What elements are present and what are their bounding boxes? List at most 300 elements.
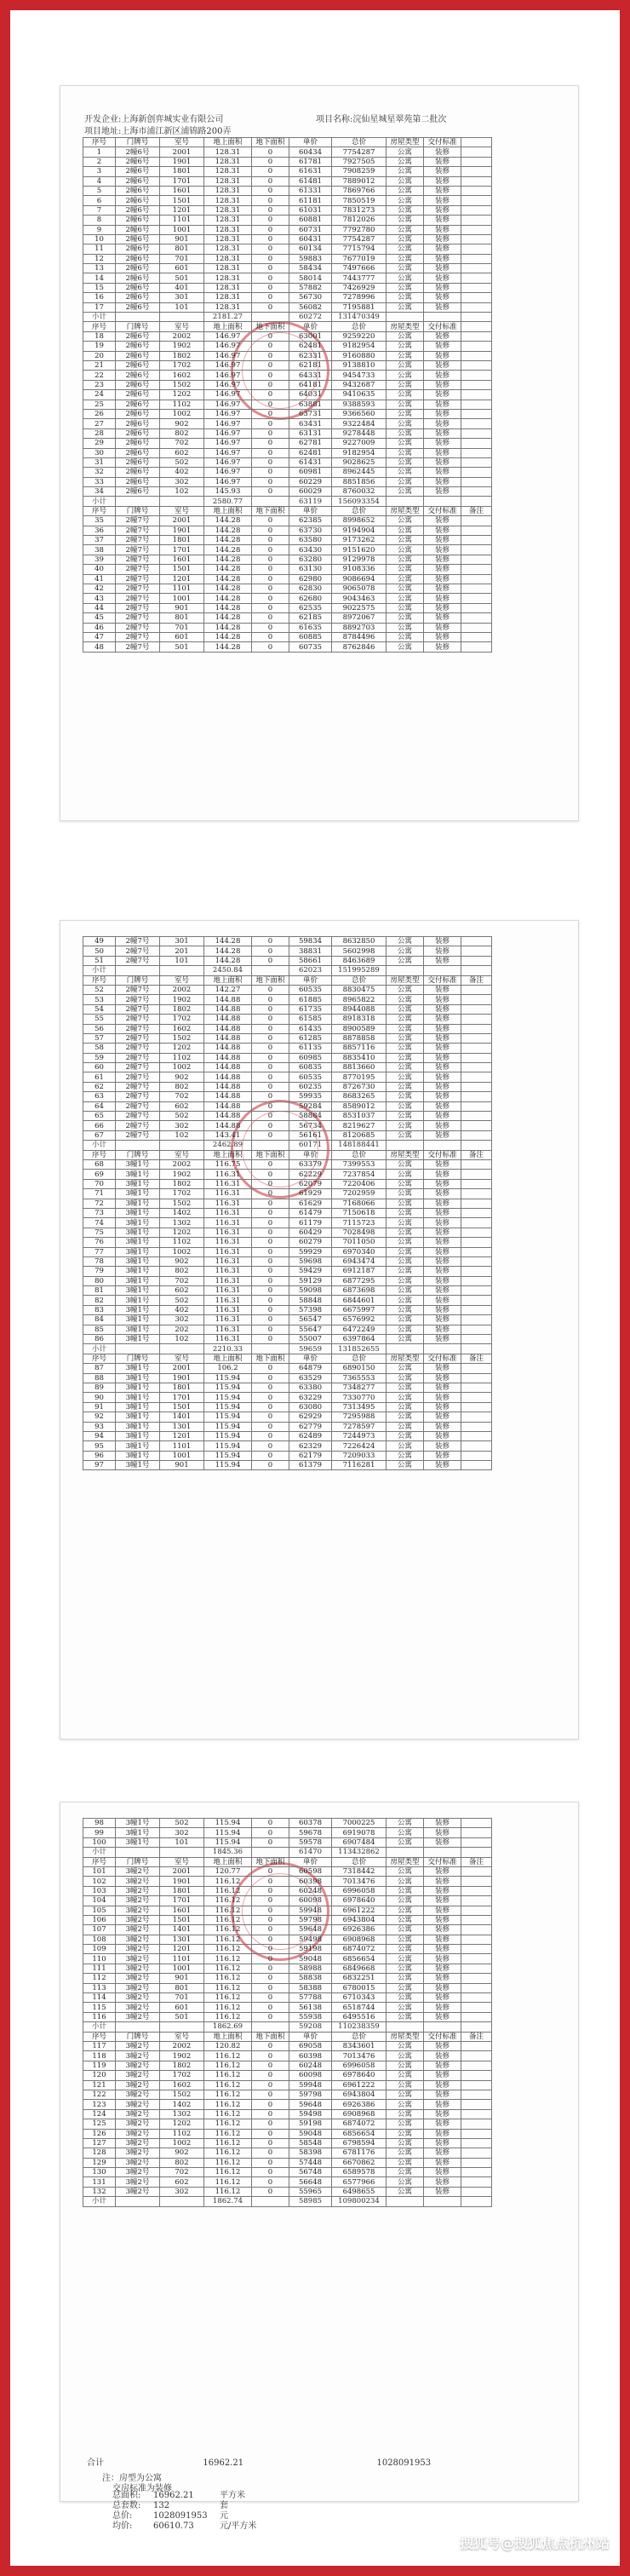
table-cell: 0 [252, 1431, 289, 1440]
table-cell: 57398 [289, 1305, 332, 1314]
table-cell: 公寓 [387, 457, 424, 467]
column-header: 序号 [83, 1857, 116, 1866]
table-cell: 公寓 [387, 1015, 424, 1024]
table-cell [461, 1063, 492, 1072]
table-cell: 公寓 [387, 400, 424, 409]
table-cell: 3幢1号 [116, 1441, 160, 1451]
table-cell: 802 [160, 1267, 204, 1276]
table-cell: 60248 [289, 2061, 332, 2070]
table-cell: 67 [83, 1130, 116, 1140]
table-cell: 公寓 [387, 937, 424, 946]
table-cell [461, 2197, 492, 2206]
table-cell: 62830 [289, 584, 332, 593]
table-row [83, 1983, 492, 1992]
table-cell: 111 [83, 1964, 116, 1973]
table-cell: 59048 [289, 2129, 332, 2138]
table-row [83, 1063, 492, 1072]
table-cell: 62331 [289, 351, 332, 360]
table-cell: 0 [252, 216, 289, 225]
table-cell: 装修 [424, 603, 461, 612]
table-cell: 8219627 [332, 1121, 387, 1130]
table-cell [461, 2168, 492, 2177]
table-cell: 9108336 [332, 565, 387, 574]
column-header [461, 322, 492, 331]
table-cell: 2幢6号 [116, 293, 160, 302]
table-cell: 装修 [424, 1945, 461, 1954]
table-cell [461, 1866, 492, 1876]
table-cell [461, 1189, 492, 1199]
table-cell: 公寓 [387, 594, 424, 603]
table-cell: 6996058 [332, 1886, 387, 1895]
table-cell: 101 [83, 1866, 116, 1876]
table-row [83, 536, 492, 545]
table-cell: 3幢1号 [116, 1451, 160, 1460]
table-cell: 116.31 [204, 1305, 252, 1314]
table-cell: 8120685 [332, 1130, 387, 1140]
table-cell: 116.12 [204, 1877, 252, 1886]
table-cell: 公寓 [387, 176, 424, 186]
table-cell: 116.12 [204, 1974, 252, 1983]
table-cell: 3 [83, 167, 116, 176]
table-cell [461, 1305, 492, 1314]
table-cell: 108 [83, 1935, 116, 1944]
table-cell: 602 [160, 2177, 204, 2187]
table-cell: 6873698 [332, 1286, 387, 1296]
table-cell: 0 [252, 2071, 289, 2080]
table-row [83, 632, 492, 641]
table-cell: 59678 [289, 1828, 332, 1837]
table-cell: 公寓 [387, 1315, 424, 1325]
table-cell: 63580 [289, 536, 332, 545]
table-cell: 60248 [289, 1886, 332, 1895]
table-cell: 2幢6号 [116, 477, 160, 486]
table-cell: 7195881 [332, 302, 387, 312]
table-row [83, 555, 492, 564]
table-cell: 1862.69 [204, 2022, 252, 2032]
table-cell [387, 313, 424, 322]
table-cell: 46 [83, 623, 116, 632]
table-row [83, 468, 492, 477]
table-cell: 1101 [160, 216, 204, 225]
column-header: 地下面积 [252, 1857, 289, 1866]
table-cell: 128.31 [204, 283, 252, 292]
table-cell: 142.27 [204, 985, 252, 994]
table-cell: 1301 [160, 1422, 204, 1431]
table-cell: 装修 [424, 1993, 461, 2003]
table-cell: 8892703 [332, 623, 387, 632]
table-cell: 2幢6号 [116, 147, 160, 157]
column-header: 备注 [461, 975, 492, 985]
table-cell: 144.88 [204, 995, 252, 1004]
table-cell: 146.97 [204, 400, 252, 409]
table-cell [461, 995, 492, 1004]
table-header-row [83, 1354, 492, 1363]
table-cell: 0 [252, 1877, 289, 1886]
table-cell: 装修 [424, 380, 461, 389]
table-row [83, 1053, 492, 1062]
table-cell: 128.31 [204, 234, 252, 244]
table-cell: 1802 [160, 2061, 204, 2070]
table-cell: 146.97 [204, 477, 252, 486]
table-cell: 59208 [289, 2022, 332, 2032]
table-cell: 装修 [424, 1964, 461, 1973]
table-cell: 0 [252, 1954, 289, 1964]
table-cell: 0 [252, 225, 289, 234]
table-cell: 1901 [160, 526, 204, 535]
table-cell: 装修 [424, 545, 461, 555]
table-cell: 56730 [289, 293, 332, 302]
table-row [83, 186, 492, 195]
table-cell: 装修 [424, 283, 461, 292]
summary-label: 总面积: [112, 2491, 141, 2500]
table-cell: 1601 [160, 1906, 204, 1915]
table-cell: 128.31 [204, 244, 252, 254]
table-cell: 装修 [424, 1170, 461, 1179]
table-row [83, 2012, 492, 2021]
table-cell: 59798 [289, 2090, 332, 2099]
table-cell: 11 [83, 244, 116, 254]
table-cell: 3幢1号 [116, 1208, 160, 1217]
table-cell: 公寓 [387, 371, 424, 380]
table-cell: 48 [83, 642, 116, 652]
table-cell: 7831273 [332, 205, 387, 215]
table-cell: 公寓 [387, 2071, 424, 2080]
table-cell: 144.28 [204, 632, 252, 641]
table-cell: 公寓 [387, 2138, 424, 2148]
table-cell: 3幢1号 [116, 1228, 160, 1237]
table-cell: 58988 [289, 1964, 332, 1973]
table-cell: 8813660 [332, 1063, 387, 1072]
table-cell: 2幢7号 [116, 526, 160, 535]
table-cell: 9043463 [332, 594, 387, 603]
table-cell [461, 2041, 492, 2050]
table-cell [252, 2022, 289, 2032]
table-header-row [83, 506, 492, 515]
table-cell: 8998652 [332, 516, 387, 526]
table-cell: 128.31 [204, 273, 252, 283]
table-cell: 9022575 [332, 603, 387, 612]
table-cell [461, 439, 492, 448]
table-cell [461, 1896, 492, 1906]
table-cell [461, 313, 492, 322]
table-row [83, 176, 492, 186]
table-cell: 116.12 [204, 2012, 252, 2021]
table-cell: 7209033 [332, 1451, 387, 1460]
table-cell: 3幢2号 [116, 2041, 160, 2050]
table-row [83, 1993, 492, 2003]
table-cell: 144.88 [204, 1082, 252, 1091]
table-cell: 2幢7号 [116, 985, 160, 994]
summary-row [112, 2491, 256, 2501]
column-header: 门牌号 [116, 975, 160, 985]
table-cell: 57882 [289, 283, 332, 292]
column-header: 备注 [461, 1857, 492, 1866]
table-cell: 1701 [160, 176, 204, 186]
table-cell [252, 1344, 289, 1354]
table-cell: 公寓 [387, 409, 424, 418]
table-cell: 3幢1号 [116, 1179, 160, 1188]
table-cell: 87 [83, 1364, 116, 1373]
table-row [83, 946, 492, 956]
table-cell [461, 457, 492, 467]
table-cell: 小计 [83, 1141, 116, 1150]
table-cell: 3幢2号 [116, 1945, 160, 1954]
table-cell: 1002 [160, 1063, 204, 1072]
table-row [83, 1373, 492, 1383]
table-cell: 公寓 [387, 1325, 424, 1334]
table-cell: 公寓 [387, 1033, 424, 1043]
table-cell: 2幢6号 [116, 331, 160, 341]
table-cell: 7150618 [332, 1208, 387, 1217]
table-cell: 144.88 [204, 1092, 252, 1101]
table-cell: 144.88 [204, 1044, 252, 1053]
table-row [83, 1364, 492, 1373]
table-cell: 1802 [160, 1179, 204, 1188]
table-cell: 0 [252, 390, 289, 400]
table-cell: 6926386 [332, 1925, 387, 1935]
table-cell: 公寓 [387, 1915, 424, 1924]
table-cell: 60598 [289, 1866, 332, 1876]
table-cell: 7812026 [332, 216, 387, 225]
table-cell: 装修 [424, 1101, 461, 1111]
table-cell: 6907484 [332, 1837, 387, 1847]
table-cell [160, 1848, 204, 1857]
table-cell: 0 [252, 545, 289, 555]
table-cell: 144.28 [204, 642, 252, 652]
table-cell: 58838 [289, 1974, 332, 1983]
column-header: 房屋类型 [387, 1857, 424, 1866]
table-row [83, 2109, 492, 2119]
table-cell: 2幢6号 [116, 457, 160, 467]
table-cell: 64879 [289, 1364, 332, 1373]
table-cell: 0 [252, 1267, 289, 1276]
table-cell: 116.12 [204, 2003, 252, 2012]
table-cell: 59098 [289, 1286, 332, 1296]
table-cell: 60434 [289, 147, 332, 157]
summary-value: 132 [153, 2501, 170, 2510]
table-cell: 601 [160, 264, 204, 273]
table-cell [461, 966, 492, 975]
table-cell: 0 [252, 1170, 289, 1179]
table-cell: 2幢6号 [116, 428, 160, 438]
grand-total-label: 合计 [87, 2458, 104, 2468]
table-cell: 128.31 [204, 254, 252, 263]
table-row [83, 1033, 492, 1043]
table-cell [387, 2022, 424, 2032]
table-cell: 2幢7号 [116, 1015, 160, 1024]
table-row [83, 1179, 492, 1188]
table-cell: 0 [252, 157, 289, 166]
table-cell: 2幢7号 [116, 956, 160, 965]
document-sheet-1 [60, 85, 579, 821]
table-cell [461, 400, 492, 409]
column-header: 地上面积 [204, 1150, 252, 1159]
table-cell: 63431 [289, 419, 332, 428]
table-cell [461, 642, 492, 652]
table-cell: 60 [83, 1063, 116, 1072]
table-cell: 3幢1号 [116, 1218, 160, 1228]
table-cell: 63529 [289, 1373, 332, 1383]
table-cell: 65 [83, 1112, 116, 1121]
table-cell: 公寓 [387, 1305, 424, 1314]
table-cell [461, 1848, 492, 1857]
table-cell: 0 [252, 264, 289, 273]
table-cell: 装修 [424, 2187, 461, 2196]
table-cell: 装修 [424, 1267, 461, 1276]
table-cell: 6856654 [332, 2129, 387, 2138]
table-cell: 公寓 [387, 1402, 424, 1412]
table-cell: 60229 [289, 477, 332, 486]
summary-row [112, 2501, 256, 2511]
table-cell: 92 [83, 1412, 116, 1422]
table-cell: 2 [83, 157, 116, 166]
table-cell: 15 [83, 283, 116, 292]
table-cell: 公寓 [387, 603, 424, 612]
table-cell: 702 [160, 1276, 204, 1285]
table-cell: 9086694 [332, 574, 387, 584]
table-cell: 8632850 [332, 937, 387, 946]
table-cell [252, 313, 289, 322]
table-cell: 0 [252, 1286, 289, 1296]
table-cell: 50 [83, 946, 116, 956]
table-cell: 2002 [160, 985, 204, 994]
table-cell: 60885 [289, 632, 332, 641]
table-cell: 1402 [160, 1208, 204, 1217]
table-cell: 小计 [83, 2197, 116, 2206]
table-cell: 0 [252, 176, 289, 186]
table-cell: 6675997 [332, 1305, 387, 1314]
table-cell: 7028498 [332, 1228, 387, 1237]
table-cell: 90 [83, 1393, 116, 1402]
table-cell: 3幢2号 [116, 2003, 160, 2012]
table-cell: 2580.77 [204, 497, 252, 506]
table-cell: 57448 [289, 2158, 332, 2167]
table-cell: 62185 [289, 613, 332, 623]
table-cell: 116.12 [204, 2090, 252, 2099]
table-cell: 1201 [160, 1431, 204, 1440]
table-cell: 2幢6号 [116, 167, 160, 176]
column-header: 地上面积 [204, 138, 252, 147]
table-cell: 公寓 [387, 254, 424, 263]
table-cell: 0 [252, 1276, 289, 1285]
table-cell: 装修 [424, 244, 461, 254]
table-cell [461, 632, 492, 641]
table-cell: 144.88 [204, 1015, 252, 1024]
table-cell: 装修 [424, 428, 461, 438]
table-cell: 30 [83, 448, 116, 457]
table-cell: 0 [252, 2051, 289, 2061]
table-cell: 1002 [160, 1247, 204, 1256]
table-cell [461, 555, 492, 564]
table-cell: 3幢2号 [116, 1983, 160, 1992]
table-cell: 2幢6号 [116, 468, 160, 477]
table-cell: 79 [83, 1267, 116, 1276]
table-row [83, 526, 492, 535]
table-cell: 115.94 [204, 1451, 252, 1460]
table-row [83, 360, 492, 370]
table-cell: 装修 [424, 1112, 461, 1121]
table-cell: 113432862 [332, 1848, 387, 1857]
table-cell: 60235 [289, 1082, 332, 1091]
column-header: 单价 [289, 322, 332, 331]
table-cell: 0 [252, 360, 289, 370]
table-cell [461, 1315, 492, 1325]
table-cell: 2幢7号 [116, 545, 160, 555]
table-cell: 115.94 [204, 1422, 252, 1431]
table-cell: 1202 [160, 2119, 204, 2129]
table-cell: 116.31 [204, 1335, 252, 1344]
table-cell [461, 331, 492, 341]
table-cell: 公寓 [387, 613, 424, 623]
table-cell [461, 283, 492, 292]
table-cell: 公寓 [387, 1004, 424, 1014]
table-cell [461, 254, 492, 263]
table-cell: 装修 [424, 1819, 461, 1828]
table-cell [461, 1004, 492, 1014]
table-cell: 64031 [289, 390, 332, 400]
table-cell: 116.12 [204, 1945, 252, 1954]
document-sheet-2 [60, 920, 579, 1739]
table-cell: 119 [83, 2061, 116, 2070]
column-header: 单价 [289, 138, 332, 147]
table-cell: 装修 [424, 1024, 461, 1033]
table-cell: 146.97 [204, 351, 252, 360]
table-cell: 装修 [424, 1004, 461, 1014]
table-cell: 2001 [160, 147, 204, 157]
table-cell: 62481 [289, 448, 332, 457]
table-cell: 110238359 [332, 2022, 387, 2032]
table-cell: 1802 [160, 351, 204, 360]
table-cell: 2幢6号 [116, 409, 160, 418]
summary-row [112, 2511, 256, 2521]
table-cell: 装修 [424, 1179, 461, 1188]
table-cell: 3幢2号 [116, 2177, 160, 2187]
table-cell: 公寓 [387, 995, 424, 1004]
table-cell: 89 [83, 1383, 116, 1392]
table-cell: 61470 [289, 1848, 332, 1857]
table-cell: 公寓 [387, 526, 424, 535]
table-cell: 2幢6号 [116, 448, 160, 457]
table-cell: 3幢1号 [116, 1393, 160, 1402]
table-cell [461, 2022, 492, 2032]
price-table [83, 936, 492, 1470]
table-cell [461, 225, 492, 234]
table-cell: 61631 [289, 167, 332, 176]
table-cell: 8851856 [332, 477, 387, 486]
table-cell [461, 1325, 492, 1334]
table-cell: 装修 [424, 1218, 461, 1228]
column-header: 备注 [461, 506, 492, 515]
table-cell: 6798594 [332, 2138, 387, 2148]
subtotal-row [83, 1848, 492, 1857]
table-cell: 8857116 [332, 1044, 387, 1053]
table-cell: 2002 [160, 2041, 204, 2050]
table-cell: 0 [252, 1935, 289, 1944]
table-cell: 7244973 [332, 1431, 387, 1440]
table-cell: 3幢1号 [116, 1461, 160, 1470]
table-cell: 1801 [160, 536, 204, 545]
table-cell: 公寓 [387, 225, 424, 234]
table-cell: 3幢2号 [116, 1925, 160, 1935]
table-cell: 144.28 [204, 584, 252, 593]
table-cell: 116.12 [204, 2158, 252, 2167]
table-cell: 2幢7号 [116, 1101, 160, 1111]
table-cell: 3幢2号 [116, 2109, 160, 2119]
table-cell: 40 [83, 565, 116, 574]
table-cell [461, 1267, 492, 1276]
table-cell: 0 [252, 1238, 289, 1247]
table-cell: 小计 [83, 966, 116, 975]
